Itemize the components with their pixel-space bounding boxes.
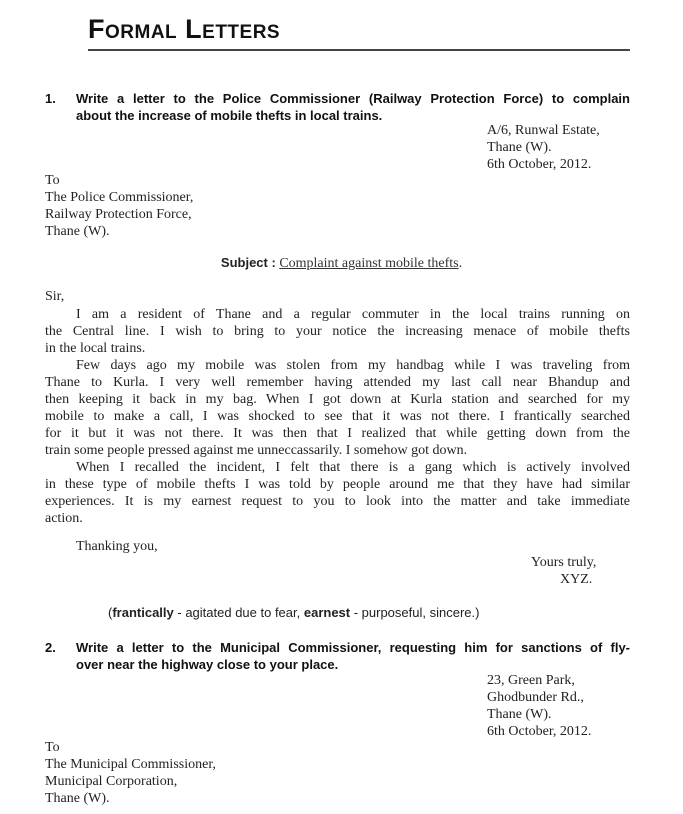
body-line: the Central line. I wish to bring to your notice the increasing menace of mobile thefts xyxy=(45,324,630,339)
body-line: train some people pressed against me unneccassarily. I somehow got down. xyxy=(45,443,468,458)
address-line: To xyxy=(45,740,60,755)
body-line: When I recalled the incident, I felt that there is a gang which is actively involved xyxy=(76,460,630,475)
vocab-meaning: - agitated due to fear, xyxy=(173,605,304,620)
question-1-number: 1. xyxy=(45,91,56,106)
vocab-word: earnest xyxy=(303,605,351,620)
body-line: for it but it was not there. It was then that I realized that while getting down from the xyxy=(45,426,630,441)
question-line: about the increase of mobile thefts in local trains. xyxy=(76,108,383,123)
salutation: Sir, xyxy=(45,289,65,304)
address-line: The Police Commissioner, xyxy=(45,190,194,205)
sender-address-1 xyxy=(487,122,600,173)
sign-off: Yours truly, xyxy=(531,555,597,570)
body-line: I am a resident of Thane and a regular commuter in the local trains running on xyxy=(76,307,630,322)
subject-label: Subject : xyxy=(220,255,276,270)
question-1-text xyxy=(76,90,630,124)
closing: Thanking you, xyxy=(76,539,158,554)
recipient-address-2 xyxy=(45,739,216,807)
body-line: action. xyxy=(45,511,83,526)
address-line: Railway Protection Force, xyxy=(45,207,192,222)
vocab-meaning: - purposeful, sincere.) xyxy=(350,605,480,620)
address-line: Municipal Corporation, xyxy=(45,774,178,789)
question-2-text xyxy=(76,639,630,673)
body-line: experiences. It is my earnest request to you to look into the matter and take immediate xyxy=(45,494,630,509)
question-line: over near the highway close to your place. xyxy=(76,657,339,672)
vocabulary-note xyxy=(108,605,479,620)
title-underline xyxy=(88,49,630,51)
date-line: 6th October, 2012. xyxy=(487,157,592,172)
sender-address-2 xyxy=(487,672,591,740)
question-line: Write a letter to the Police Commissioner (Railway Protection Force) to complain xyxy=(76,91,630,106)
address-line: 23, Green Park, xyxy=(487,673,575,688)
body-line: in the local trains. xyxy=(45,341,146,356)
address-line: Thane (W). xyxy=(487,140,552,155)
address-line: A/6, Runwal Estate, xyxy=(487,123,600,138)
page-title: Formal Letters xyxy=(88,14,281,44)
body-line: mobile to make a call, I was shocked to see that it was not there. I frantically searched xyxy=(45,409,630,424)
body-line: Few days ago my mobile was stolen from my handbag while I was traveling from xyxy=(76,358,630,373)
body-line: then keeping it back in my bag. When I got down at Kurla station and searched for my xyxy=(45,392,630,407)
vocab-word: frantically xyxy=(112,605,174,620)
subject-end: . xyxy=(458,256,463,271)
signature: XYZ. xyxy=(560,572,593,587)
question-2-number: 2. xyxy=(45,640,56,655)
body-line: in these type of mobile thefts I was told by people around me that they have had similar xyxy=(45,477,630,492)
address-line: To xyxy=(45,173,60,188)
address-line: Thane (W). xyxy=(487,707,552,722)
address-line: Thane (W). xyxy=(45,791,110,806)
subject-text: Complaint against mobile thefts xyxy=(279,256,459,271)
question-line: Write a letter to the Municipal Commissioner, requesting him for sanctions of fly- xyxy=(76,640,630,655)
date-line: 6th October, 2012. xyxy=(487,724,592,739)
body-paragraph-1 xyxy=(45,306,630,357)
body-line: Thane to Kurla. I very well remember having attended my last call near Bhandup and xyxy=(45,375,630,390)
address-line: The Municipal Commissioner, xyxy=(45,757,216,772)
address-line: Thane (W). xyxy=(45,224,110,239)
note-open: ( xyxy=(108,605,113,620)
body-paragraph-2 xyxy=(45,357,630,459)
subject-line xyxy=(0,255,683,272)
recipient-address-1 xyxy=(45,172,193,240)
body-paragraph-3 xyxy=(45,459,630,527)
address-line: Ghodbunder Rd., xyxy=(487,690,584,705)
